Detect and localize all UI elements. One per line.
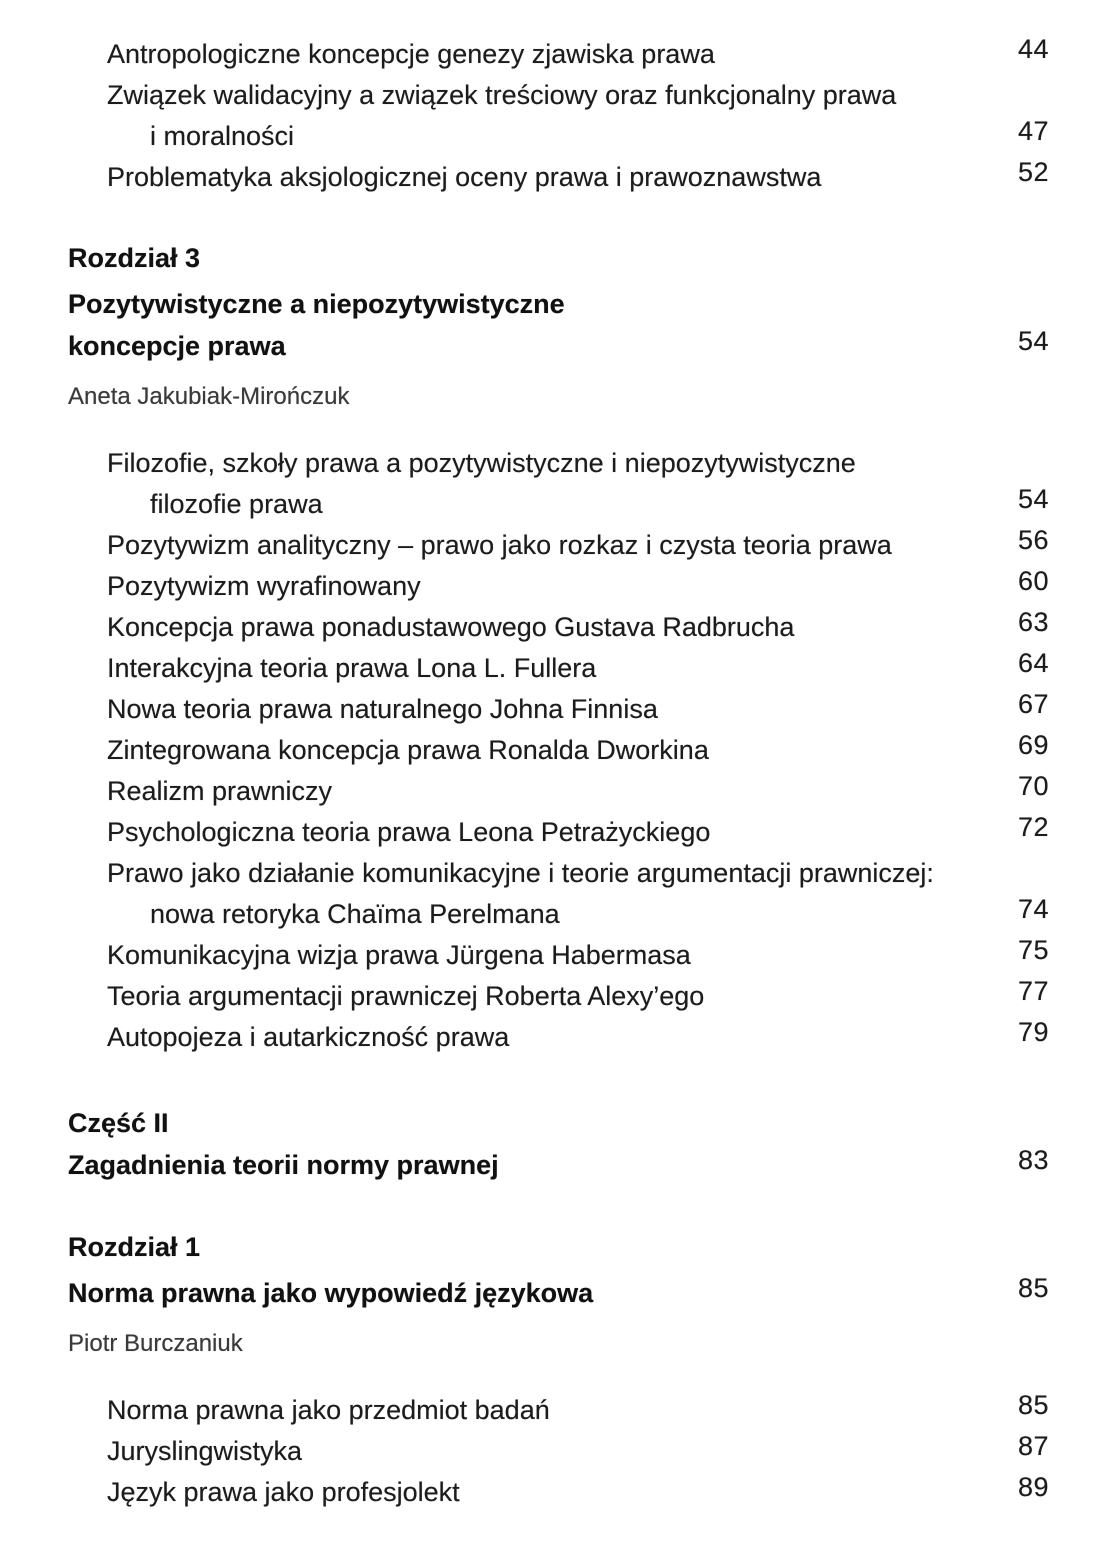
page-number: 63	[1017, 607, 1049, 637]
page-number: 47	[1017, 116, 1049, 146]
page-number: 64	[1017, 648, 1049, 678]
toc-entry-text: Pozytywizm wyrafinowany	[107, 571, 421, 601]
author-name	[0, 1330, 1105, 1357]
toc-entry	[0, 566, 1105, 601]
toc-entry	[0, 525, 1105, 560]
toc-entry	[0, 689, 1105, 724]
toc-entry	[0, 730, 1105, 765]
toc-entry	[0, 771, 1105, 806]
part-title-heading-text: Zagadnienia teorii normy prawnej	[68, 1150, 499, 1180]
toc-entry-text: Juryslingwistyka	[107, 1436, 303, 1466]
author-name-text: Aneta Jakubiak-Mirończuk	[68, 383, 350, 410]
toc-entry-text: Filozofie, szkoły prawa a pozytywistyczne i niepozytywistyczne	[107, 448, 856, 478]
page-number: 74	[1017, 894, 1049, 924]
toc-entry-text: Autopojeza i autarkiczność prawa	[107, 1022, 510, 1052]
toc-entry	[0, 81, 1105, 109]
page-number: 44	[1017, 34, 1049, 64]
toc-entry	[0, 1390, 1105, 1425]
toc-entry-text: Komunikacyjna wizja prawa Jürgena Habermasa	[107, 940, 691, 970]
toc-entry	[0, 34, 1105, 69]
part-number-heading	[0, 1108, 1105, 1138]
page-number: 54	[1017, 326, 1049, 356]
page-number: 56	[1017, 525, 1049, 555]
toc-entry	[0, 859, 1105, 887]
chapter-title-heading-text: Norma prawna jako wypowiedź językowa	[68, 1278, 594, 1308]
page-number: 72	[1017, 812, 1049, 842]
author-name-text: Piotr Burczaniuk	[68, 1330, 243, 1357]
chapter-number-heading	[0, 243, 1105, 273]
page-number: 85	[1017, 1390, 1049, 1420]
toc-entry-text: Psychologiczna teoria prawa Leona Petrażyckiego	[107, 817, 711, 847]
toc-entry-text: Zintegrowana koncepcja prawa Ronalda Dworkina	[107, 735, 709, 765]
toc-entry	[0, 1472, 1105, 1507]
toc-entry	[0, 449, 1105, 477]
toc-entry-continuation	[0, 484, 1105, 519]
author-name	[0, 383, 1105, 410]
toc-entry-continuation	[0, 894, 1105, 929]
toc-entry-continuation-text: filozofie prawa	[150, 489, 323, 519]
part-title-heading	[0, 1145, 1105, 1180]
toc-entry-continuation-text: nowa retoryka Chaïma Perelmana	[150, 899, 560, 929]
page-number: 89	[1017, 1472, 1049, 1502]
toc-entry-text: Pozytywizm analityczny – prawo jako rozkaz i czysta teoria prawa	[107, 530, 892, 560]
toc-entry-text: Nowa teoria prawa naturalnego Johna Finnisa	[107, 694, 658, 724]
toc-entry	[0, 935, 1105, 970]
toc-entry-text: Problematyka aksjologicznej oceny prawa i prawoznawstwa	[107, 162, 822, 192]
toc-entry-text: Związek walidacyjny a związek treściowy oraz funkcjonalny prawa	[107, 80, 897, 110]
page-number: 77	[1017, 976, 1049, 1006]
chapter-title-heading-text: koncepcje prawa	[68, 331, 286, 361]
toc-entry	[0, 976, 1105, 1011]
toc-entry-text: Realizm prawniczy	[107, 776, 333, 806]
chapter-title-heading	[0, 326, 1105, 361]
page-number: 87	[1017, 1431, 1049, 1461]
toc-entry-text: Interakcyjna teoria prawa Lona L. Fullera	[107, 653, 597, 683]
toc-entry	[0, 157, 1105, 192]
page-number: 75	[1017, 935, 1049, 965]
chapter-title-heading-text: Pozytywistyczne a niepozytywistyczne	[68, 289, 565, 319]
toc-entry	[0, 812, 1105, 847]
chapter-number-heading-text: Rozdział 3	[68, 243, 201, 273]
part-number-heading-text: Część II	[68, 1108, 169, 1138]
chapter-number-heading-text: Rozdział 1	[68, 1232, 201, 1262]
page-number: 85	[1017, 1273, 1049, 1303]
toc-entry-text: Norma prawna jako przedmiot badań	[107, 1395, 550, 1425]
toc-entry-text: Język prawa jako profesjolekt	[107, 1477, 460, 1507]
page-number: 69	[1017, 730, 1049, 760]
toc-entry-text: Teoria argumentacji prawniczej Roberta Alexy’ego	[107, 981, 705, 1011]
toc-entry-continuation-text: i moralności	[150, 121, 295, 151]
toc-entry	[0, 1431, 1105, 1466]
page-number: 67	[1017, 689, 1049, 719]
chapter-title-heading	[0, 1273, 1105, 1308]
chapter-title-heading	[0, 289, 1105, 319]
toc-entry	[0, 607, 1105, 642]
toc-entry-text: Koncepcja prawa ponadustawowego Gustava Radbrucha	[107, 612, 795, 642]
toc-entry-continuation	[0, 116, 1105, 151]
toc-entry	[0, 648, 1105, 683]
chapter-number-heading	[0, 1232, 1105, 1262]
toc-entry-text: Prawo jako działanie komunikacyjne i teorie argumentacji prawniczej:	[107, 858, 934, 888]
page-number: 54	[1017, 484, 1049, 514]
page-number: 79	[1017, 1017, 1049, 1047]
page-number: 83	[1017, 1145, 1049, 1175]
page-number: 52	[1017, 157, 1049, 187]
page-number: 70	[1017, 771, 1049, 801]
page-number: 60	[1017, 566, 1049, 596]
toc-entry	[0, 1017, 1105, 1052]
toc-entry-text: Antropologiczne koncepcje genezy zjawiska prawa	[107, 39, 715, 69]
